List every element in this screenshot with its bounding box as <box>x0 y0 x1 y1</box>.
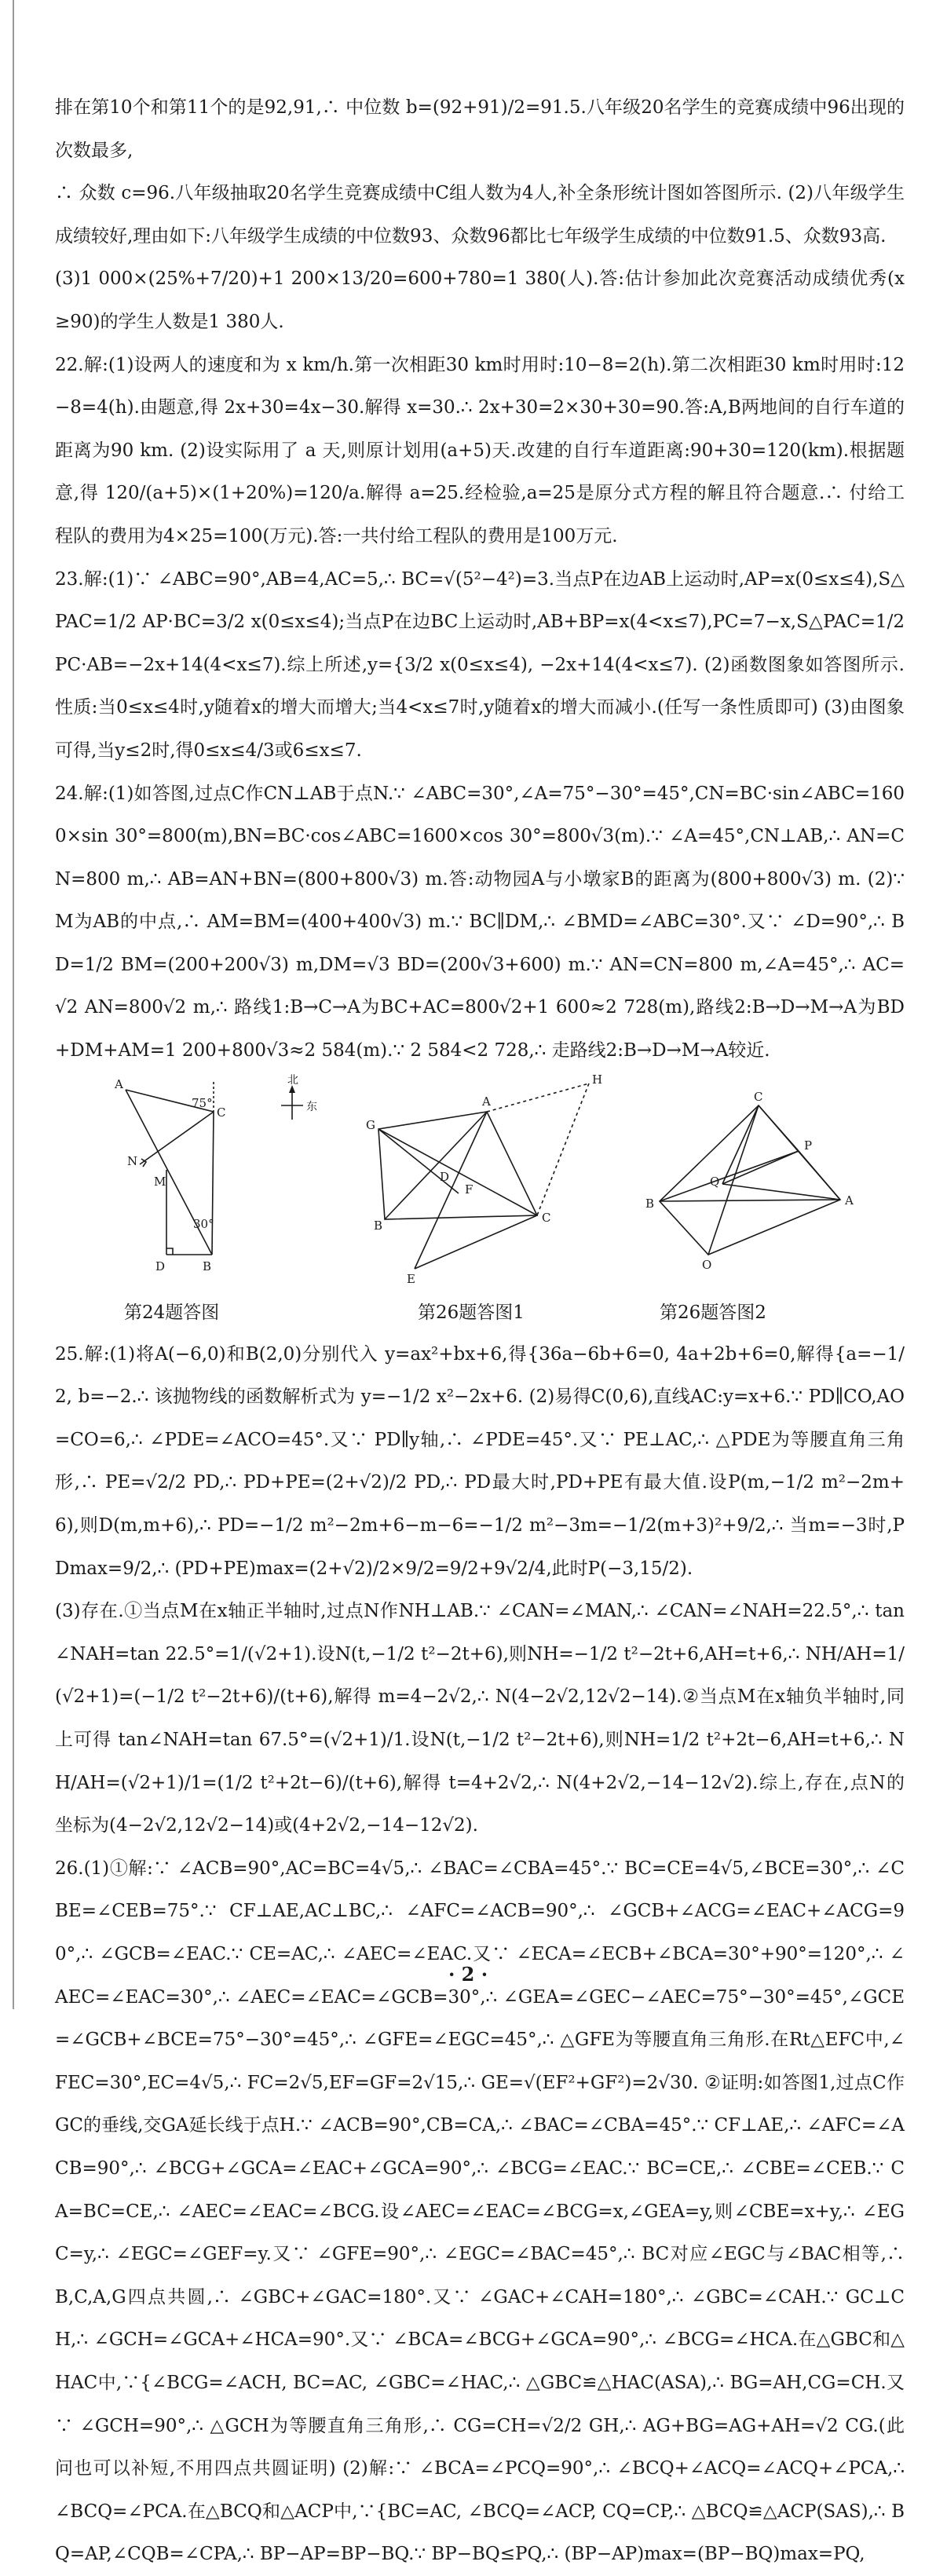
left-margin-rule <box>13 0 14 2009</box>
svg-text:H: H <box>592 1073 603 1087</box>
page-number: · 2 · <box>448 1963 488 1986</box>
answer-figures-row <box>55 1074 905 1333</box>
svg-text:B: B <box>645 1196 655 1211</box>
figure-26-diagram-2 <box>622 1074 857 1286</box>
text-block-3: (3)1 000×(25%+7/20)+1 200×13/20=600+780=1 380(人).答:估计参加此次竞赛活动成绩优秀(x≥90)的学生人数是1 380人. <box>55 269 905 332</box>
figure-24-caption: 第24题答图 <box>124 1302 220 1323</box>
text-block-1: 排在第10个和第11个的是92,91,∴ 中位数 b=(92+91)/2=91.5.八年级20名学生的竞赛成绩中96出现的次数最多, <box>55 97 905 161</box>
svg-text:G: G <box>366 1117 375 1132</box>
svg-text:B: B <box>374 1218 383 1233</box>
svg-text:D: D <box>155 1259 166 1273</box>
svg-text:N: N <box>127 1153 138 1168</box>
problem-23-solution: 23.解:(1)∵ ∠ABC=90°,AB=4,AC=5,∴ BC=√(5²−4²)=3.当点P在边AB上运动时,AP=x(0≤x≤4),S△PAC=1/2 AP·BC=3/2 x(0≤x≤4);当点P在边BC上运动时,AB+BP=x(4<x≤7),PC=7−x,S△PAC=1/2 PC·AB=−2x+14(4<x≤7).综上所述,y={3/2 x(0≤x≤4), −2x+14(4<x≤7). (2)函数图象如答图所示.性质:当0≤x≤4时,y随着x的增大而增大;当4<x≤7时,y随着x的增大而减小.(任写一条性质即可) (3)由图象可得,当y≤2时,得0≤x≤4/3或6≤x≤7. <box>55 568 905 761</box>
svg-text:P: P <box>804 1138 813 1153</box>
svg-text:Q: Q <box>710 1174 720 1189</box>
compass-icon <box>276 1074 339 1137</box>
text-block-2: ∴ 众数 c=96.八年级抽取20名学生竞赛成绩中C组人数为4人,补全条形统计图如答图所示. (2)八年级学生成绩较好,理由如下:八年级学生成绩的中位数93、众数96都比七年级学生成绩的中位数91.5、众数93高. <box>55 183 905 247</box>
svg-text:O: O <box>702 1257 712 1272</box>
page-content <box>55 86 905 2576</box>
figure-26-caption-1: 第26题答图1 <box>418 1302 525 1323</box>
svg-text:F: F <box>465 1182 473 1197</box>
svg-text:C: C <box>542 1210 551 1225</box>
svg-text:A: A <box>482 1094 491 1109</box>
figure-26-caption-2: 第26题答图2 <box>660 1302 766 1323</box>
problem-25-part-3: (3)存在.①当点M在x轴正半轴时,过点N作NH⊥AB.∵ ∠CAN=∠MAN,∴ ∠CAN=∠NAH=22.5°,∴ tan∠NAH=tan 22.5°=1/(√2+1).设N(t,−1/2 t²−2t+6),则NH=−1/2 t²−2t+6,AH=t+6,∴ NH/AH=1/(√2+1)=(−1/2 t²−2t+6)/(t+6),解得 m=4−2√2,∴ N(4−2√2,12√2−14).②当点M在x轴负半轴时,同上可得 tan∠NAH=tan 67.5°=(√2+1)/1.设N(t,−1/2 t²−2t+6),则NH=1/2 t²+2t−6,AH=t+6,∴ NH/AH=(√2+1)/1=(1/2 t²+2t−6)/(t+6),解得 t=4+2√2,∴ N(4+2√2,−14−12√2).综上,存在,点N的坐标为(4−2√2,12√2−14)或(4+2√2,−14−12√2). <box>55 1601 905 1836</box>
svg-text:A: A <box>845 1193 854 1208</box>
figure-26-diagram-1 <box>363 1074 622 1286</box>
svg-text:30°: 30° <box>193 1216 214 1231</box>
svg-text:A: A <box>115 1076 123 1091</box>
svg-text:北: 北 <box>287 1073 298 1087</box>
problem-25-solution: 25.解:(1)将A(−6,0)和B(2,0)分别代入 y=ax²+bx+6,得{36a−6b+6=0, 4a+2b+6=0,解得{a=−1/2, b=−2.∴ 该抛物线的函数解析式为 y=−1/2 x²−2x+6. (2)易得C(0,6),直线AC:y=x+6.∵ PD∥CO,AO=CO=6,∴ ∠PDE=∠ACO=45°.又∵ PD∥y轴,∴ ∠PDE=45°.又∵ PE⊥AC,∴ △PDE为等腰直角三角形,∴ PE=√2/2 PD,∴ PD+PE=(2+√2)/2 PD,∴ PD最大时,PD+PE有最大值.设P(m,−1/2 m²−2m+6),则D(m,m+6),∴ PD=−1/2 m²−2m+6−m−6=−1/2 m²−3m=−1/2(m+3)²+9/2,∴ 当m=−3时,PDmax=9/2,∴ (PD+PE)max=(2+√2)/2×9/2=9/2+9√2/4,此时P(−3,15/2). <box>55 1343 905 1579</box>
figure-24-diagram <box>110 1074 275 1286</box>
svg-text:C: C <box>754 1089 763 1104</box>
problem-24-solution: 24.解:(1)如答图,过点C作CN⊥AB于点N.∵ ∠ABC=30°,∠A=75°−30°=45°,CN=BC·sin∠ABC=1600×sin 30°=800(m),BN=BC·cos∠ABC=1600×cos 30°=800√3(m).∵ ∠A=45°,CN⊥AB,∴ AN=CN=800 m,∴ AB=AN+BN=(800+800√3) m.答:动物园A与小墩家B的距离为(800+800√3) m. (2)∵ M为AB的中点,∴ AM=BM=(400+400√3) m.∵ BC∥DM,∴ ∠BMD=∠ABC=30°.又∵ ∠D=90°,∴ BD=1/2 BM=(200+200√3) m,DM=√3 BD=(200√3+600) m.∵ AN=CN=800 m,∠A=45°,∴ AC=√2 AN=800√2 m,∴ 路线1:B→C→A为BC+AC=800√2+1 600≈2 728(m),路线2:B→D→M→A为BD+DM+AM=1 200+800√3≈2 584(m).∵ 2 584<2 728,∴ 走路线2:B→D→M→A较近. <box>55 783 905 1061</box>
svg-text:E: E <box>407 1271 415 1286</box>
problem-26-solution: 26.(1)①解:∵ ∠ACB=90°,AC=BC=4√5,∴ ∠BAC=∠CBA=45°.∵ BC=CE=4√5,∠BCE=30°,∴ ∠CBE=∠CEB=75°.∵ CF⊥AE,AC⊥BC,∴ ∠AFC=∠ACB=90°,∴ ∠GCB+∠ACG=∠EAC+∠ACG=90°,∴ ∠GCB=∠EAC.∵ CE=AC,∴ ∠AEC=∠EAC.又∵ ∠ECA=∠ECB+∠BCA=30°+90°=120°,∴ ∠AEC=∠EAC=30°,∴ ∠AEC=∠EAC=∠GCB=30°,∴ ∠GEA=∠GEC−∠AEC=75°−30°=45°,∠GCE=∠GCB+∠BCE=75°−30°=45°,∴ ∠GFE=∠EGC=45°,∴ △GFE为等腰直角三角形.在Rt△EFC中,∠FEC=30°,EC=4√5,∴ FC=2√5,EF=GF=2√15,∴ GE=√(EF²+GF²)=2√30. ②证明:如答图1,过点C作GC的垂线,交GA延长线于点H.∵ ∠ACB=90°,CB=CA,∴ ∠BAC=∠CBA=45°.∵ CF⊥AE,∴ ∠AFC=∠ACB=90°,∴ ∠BCG+∠GCA=∠EAC+∠GCA=90°,∴ ∠BCG=∠EAC.∵ BC=CE,∴ ∠CBE=∠CEB.∵ CA=BC=CE,∴ ∠AEC=∠EAC=∠BCG.设∠AEC=∠EAC=∠BCG=x,∠GEA=y,则∠CBE=x+y,∴ ∠EGC=y,∴ ∠EGC=∠GEF=y.又∵ ∠GFE=90°,∴ ∠EGC=∠BAC=45°,∴ BC对应∠EGC与∠BAC相等,∴ B,C,A,G四点共圆,∴ ∠GBC+∠GAC=180°.又∵ ∠GAC+∠CAH=180°,∴ ∠GBC=∠CAH.∵ GC⊥CH,∴ ∠GCH=∠GCA+∠HCA=90°.又∵ ∠BCA=∠BCG+∠GCA=90°,∴ ∠BCG=∠HCA.在△GBC和△HAC中,∵{∠BCG=∠ACH, BC=AC, ∠GBC=∠HAC,∴ △GBC≌△HAC(ASA),∴ BG=AH,CG=CH.又∵ ∠GCH=90°,∴ △GCH为等腰直角三角形,∴ CG=CH=√2/2 GH,∴ AG+BG=AG+AH=√2 CG.(此问也可以补短,不用四点共圆证明) (2)解:∵ ∠BCA=∠PCQ=90°,∴ ∠BCQ+∠ACQ=∠ACQ+∠PCA,∴ ∠BCQ=∠PCA.在△BCQ和△ACP中,∵{BC=AC, ∠BCQ=∠ACP, CQ=CP,∴ △BCQ≌△ACP(SAS),∴ BQ=AP,∠CQB=∠CPA,∴ BP−AP=BP−BQ.∵ BP−BQ≤PQ,∴ (BP−AP)max=(BP−BQ)max=PQ, <box>55 1858 905 2565</box>
svg-text:B: B <box>203 1259 212 1273</box>
svg-text:D: D <box>440 1169 450 1184</box>
problem-22-solution: 22.解:(1)设两人的速度和为 x km/h.第一次相距30 km时用时:10−8=2(h).第二次相距30 km时用时:12−8=4(h).由题意,得 2x+30=4x−30.解得 x=30.∴ 2x+30=2×30+30=90.答:A,B两地间的自行车道的距离为90 km. (2)设实际用了 a 天,则原计划用(a+5)天.改建的自行车道距离:90+30=120(km).根据题意,得 120/(a+5)×(1+20%)=120/a.解得 a=25.经检验,a=25是原分式方程的解且符合题意.∴ 付给工程队的费用为4×25=100(万元).答:一共付给工程队的费用是100万元. <box>55 354 905 546</box>
svg-text:M: M <box>154 1174 166 1189</box>
svg-text:东: 东 <box>306 1100 317 1113</box>
svg-text:C: C <box>217 1105 226 1120</box>
svg-text:75°: 75° <box>192 1095 213 1110</box>
